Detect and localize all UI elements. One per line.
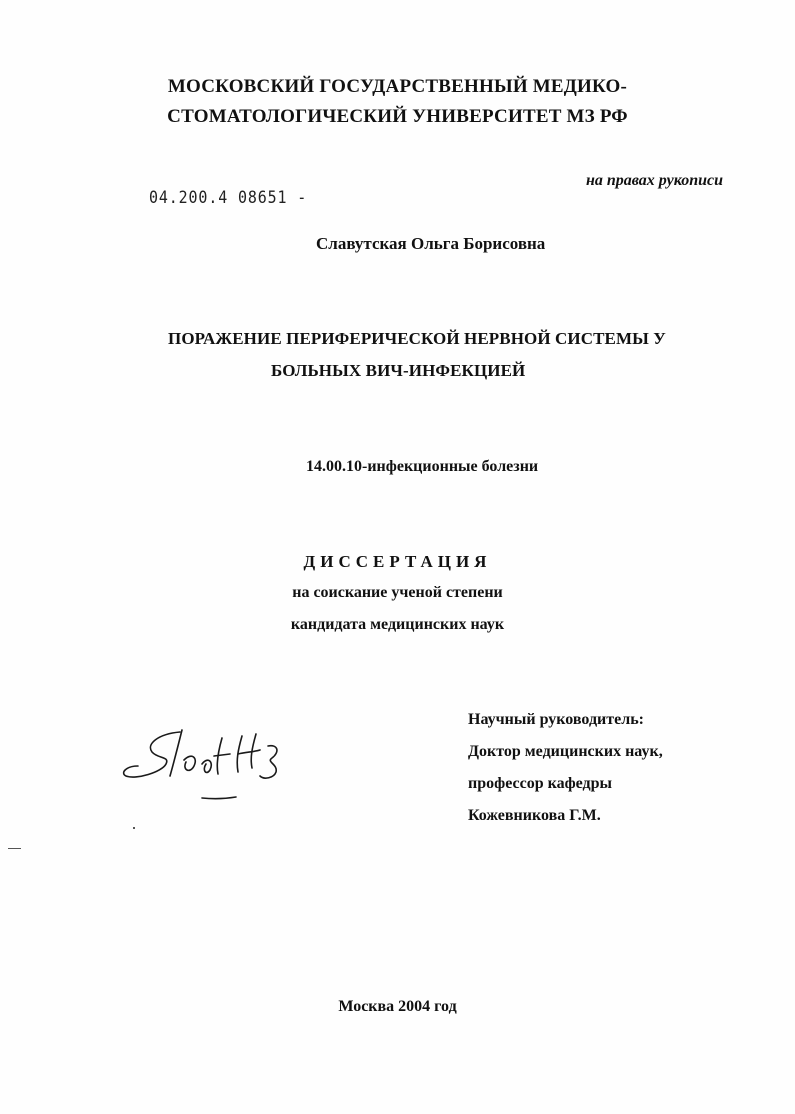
university-name-line-2: СТОМАТОЛОГИЧЕСКИЙ УНИВЕРСИТЕТ МЗ РФ [167,106,628,127]
manuscript-rights-note: на правах рукописи [585,172,723,189]
document-type-heading: ДИССЕРТАЦИЯ [303,552,492,571]
thesis-title-line-1: ПОРАЖЕНИЕ ПЕРИФЕРИЧЕСКОЙ НЕРВНОЙ СИСТЕМЫ У [168,329,666,348]
city-and-year: Москва 2004 год [338,998,457,1015]
margin-mark [8,848,21,849]
scan-speck [133,827,135,829]
degree-line-2: кандидата медицинских наук [290,616,505,633]
supervisor-label: Научный руководитель: [468,711,644,728]
author-name: Славутская Ольга Борисовна [316,234,546,253]
handwritten-signature [118,722,293,807]
supervisor-degree: Доктор медицинских наук, [468,743,663,760]
catalog-stamp: 04.200.4 08651 - [149,188,308,208]
supervisor-position: профессор кафедры [468,775,613,792]
thesis-title-line-2: БОЛЬНЫХ ВИЧ-ИНФЕКЦИЕЙ [271,361,526,380]
specialty-code: 14.00.10-инфекционные болезни [306,458,539,475]
supervisor-name: Кожевникова Г.М. [468,807,601,824]
university-name-line-1: МОСКОВСКИЙ ГОСУДАРСТВЕННЫЙ МЕДИКО- [167,76,628,97]
degree-line-1: на соискание ученой степени [292,584,503,601]
